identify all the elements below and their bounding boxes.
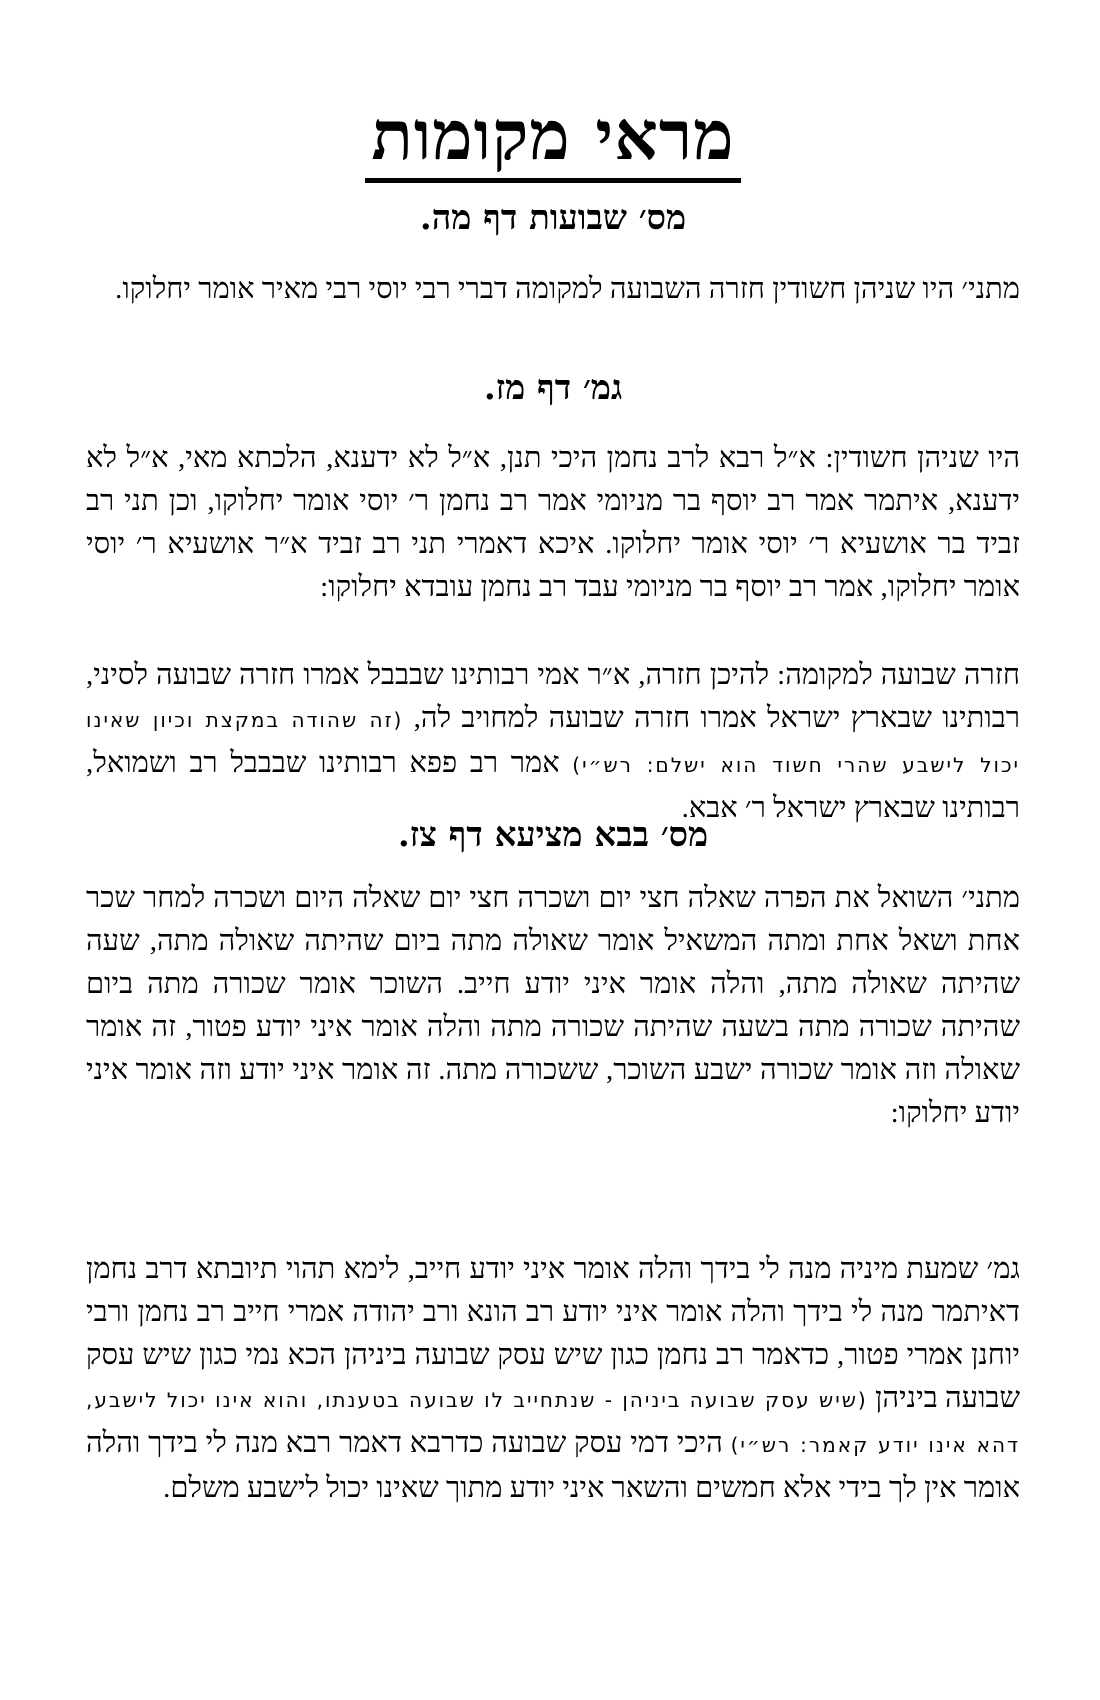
section-heading-shevuot-45: מס׳ שבועות דף מה. — [419, 198, 687, 238]
paragraph-mishna-bava-metzia — [86, 877, 1020, 1135]
section-heading-bava-metzia-97: מס׳ בבא מציעא דף צז. — [397, 815, 709, 855]
document-page — [86, 0, 1020, 1700]
paragraph-text: שמעת מיניה מנה לי בידך והלה אומר איני יודע חייב, לימא תהוי תיובתא דרב נחמן דאיתמר מנה לי בידך והלה אומר איני יודע רב הונא ורב יהודה אמרי חייב רב נחמן ורבי יוחנן אמרי פטור, כדאמר רב נחמן כגון שיש עסק שבועה ביניהן הכא נמי כגון שיש עסק שבועה ביניהן — [86, 1253, 1020, 1414]
paragraph-text: היו שניהן חשודין חזרה השבועה למקומה דברי רבי יוסי רבי מאיר אומר יחלוקו. — [115, 273, 962, 305]
paragraph-text: היו שניהן חשודין: א״ל רבא לרב נחמן היכי תנן, א״ל לא ידענא, הלכתא מאי, א״ל לא ידענא, איתמר אמר רב יוסף בר מניומי אמר רב נחמן ר׳ יוסי אומר יחלוקו, וכן תני רב זביד בר אושעיא ר׳ יוסי אומר יחלוקו. איכא דאמרי תני רב זביד א״ר אושעיא ר׳ יוסי אומר יחלוקו, אמר רב יוסף בר מניומי עבד רב נחמן עובדא יחלוקו: — [86, 442, 1020, 603]
paragraph-chazra-shevua — [86, 654, 1020, 830]
paragraph-lead: מתני׳ — [961, 882, 1020, 914]
paragraph-mishna-shevuot — [86, 268, 1020, 311]
paragraph-gemara-shneihen-chashudin — [86, 437, 1020, 609]
paragraph-text-continued: אמר רב פפא רבותינו שבבבל רב ושמואל, רבותינו שבארץ ישראל ר׳ אבא. — [86, 747, 1020, 824]
section-heading-gemara-47: גמ׳ דף מז. — [483, 368, 623, 408]
page-title — [86, 96, 1020, 183]
paragraph-gemara-bava-metzia — [86, 1248, 1020, 1510]
paragraph-text: השואל את הפרה שאלה חצי יום ושכרה חצי יום שאלה היום ושכרה למחר שכר אחת ושאל אחת ומתה המשאיל אומר שאולה מתה ביום שהיתה שאולה מתה, שעה שהיתה שאולה מתה, והלה אומר איני יודע חייב. השוכר אומר שכורה מתה ביום שהיתה שכורה מתה בשעה שהיתה שכורה מתה והלה אומר איני יודע פטור, זה אומר שאולה וזה אומר שכורה ישבע השוכר, ששכורה מתה. זה אומר איני יודע וזה אומר איני יודע יחלוקו: — [86, 882, 1020, 1129]
paragraph-text-continued: היכי דמי עסק שבועה כדרבא דאמר רבא מנה לי בידך והלה אומר אין לך בידי אלא חמשים והשאר איני יודע מתוך שאינו יכול לישבע משלם. — [86, 1427, 1020, 1504]
paragraph-lead: מתני׳ — [961, 273, 1020, 305]
paragraph-lead: גמ׳ — [986, 1253, 1020, 1285]
paragraph-text: חזרה שבועה למקומה: להיכן חזרה, א״ר אמי רבותינו שבבבל אמרו חזרה שבועה לסיני, רבותינו שבארץ ישראל אמרו חזרה שבועה למחויב לה, — [86, 659, 1020, 734]
page-title-text: מראי מקומות — [365, 96, 740, 183]
rashi-comment: (שיש עסק שבועה ביניהן - שנתחייב לו שבועה בטענתו, והוא אינו יכול לישבע, דהא אינו יודע קאמר: רש״י) — [86, 1388, 1020, 1457]
rashi-comment: (זה שהודה במקצת וכיון שאינו יכול לישבע שהרי חשוד הוא ישלם: רש״י) — [86, 708, 1020, 777]
